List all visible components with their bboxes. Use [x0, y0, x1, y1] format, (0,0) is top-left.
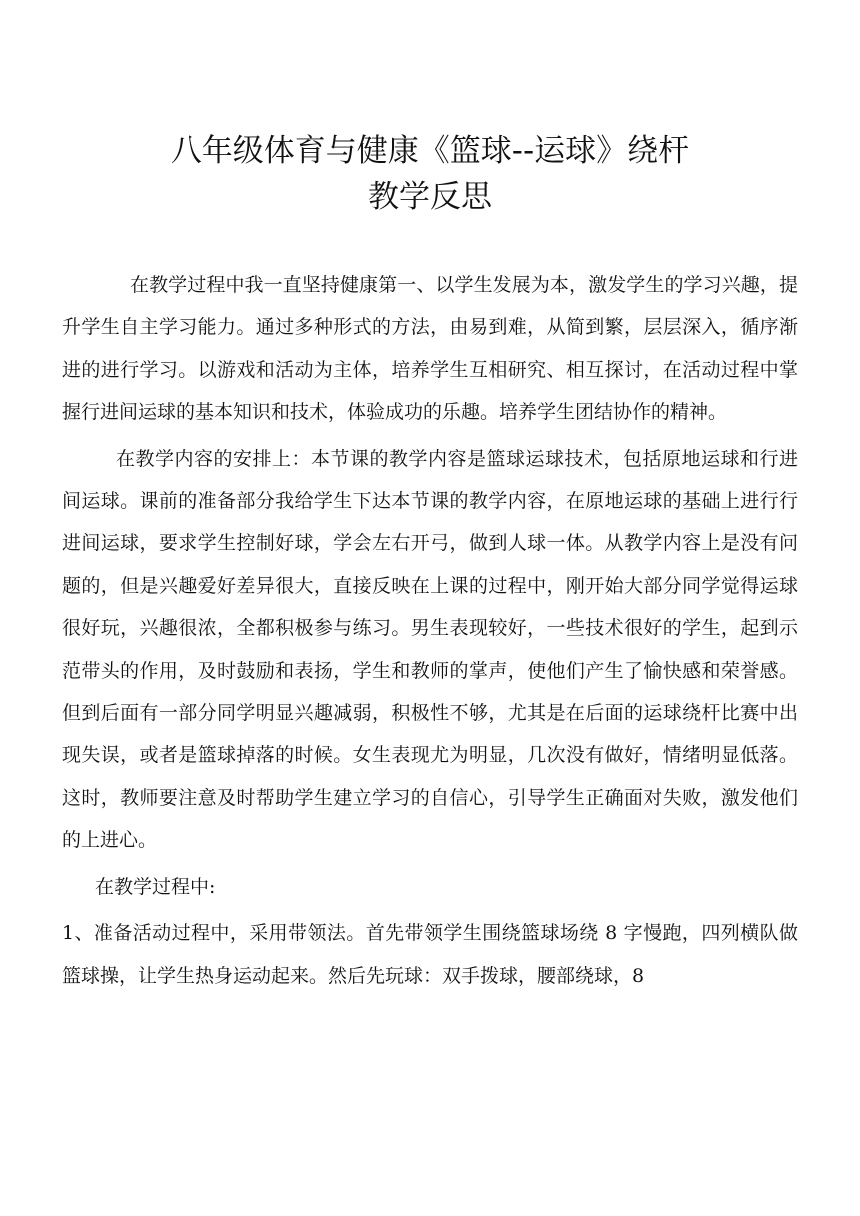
title-line-1: 八年级体育与健康《篮球--运球》绕杆: [170, 133, 690, 169]
document-body: [62, 264, 798, 997]
document-title: [0, 128, 860, 220]
paragraph-intro: 在教学过程中我一直坚持健康第一、以学生发展为本，激发学生的学习兴趣，提升学生自主学习能力。通过多种形式的方法，由易到难，从简到繁，层层深入，循序渐进的进行学习。以游戏和活动为主体，培养学生互相研究、相互探讨，在活动过程中掌握行进间运球的基本知识和技术，体验成功的乐趣。培养学生团结协作的精神。: [62, 274, 798, 424]
paragraph-item-1: 1、准备活动过程中，采用带领法。首先带领学生围绕篮球场绕 8 字慢跑，四列横队做篮球操，让学生热身运动起来。然后先玩球：双手拨球，腰部绕球，8: [62, 922, 798, 987]
title-line-2: 教学反思: [368, 179, 492, 215]
paragraph-content-arrangement: 在教学内容的安排上：本节课的教学内容是篮球运球技术，包括原地运球和行进间运球。课前的准备部分我给学生下达本节课的教学内容，在原地运球的基础上进行行进间运球，要求学生控制好球，学会左右开弓，做到人球一体。从教学内容上是没有问题的，但是兴趣爱好差异很大，直接反映在上课的过程中，刚开始大部分同学觉得运球很好玩，兴趣很浓，全都积极参与练习。男生表现较好，一些技术很好的学生，起到示范带头的作用，及时鼓励和表扬，学生和教师的掌声，使他们产生了愉快感和荣誉感。但到后面有一部分同学明显兴趣减弱，积极性不够，尤其是在后面的运球绕杆比赛中出现失误，或者是篮球掉落的时候。女生表现尤为明显，几次没有做好，情绪明显低落。这时，教师要注意及时帮助学生建立学习的自信心，引导学生正确面对失败，激发他们的上进心。: [62, 447, 798, 852]
paragraph-process-heading: 在教学过程中:: [95, 875, 216, 898]
